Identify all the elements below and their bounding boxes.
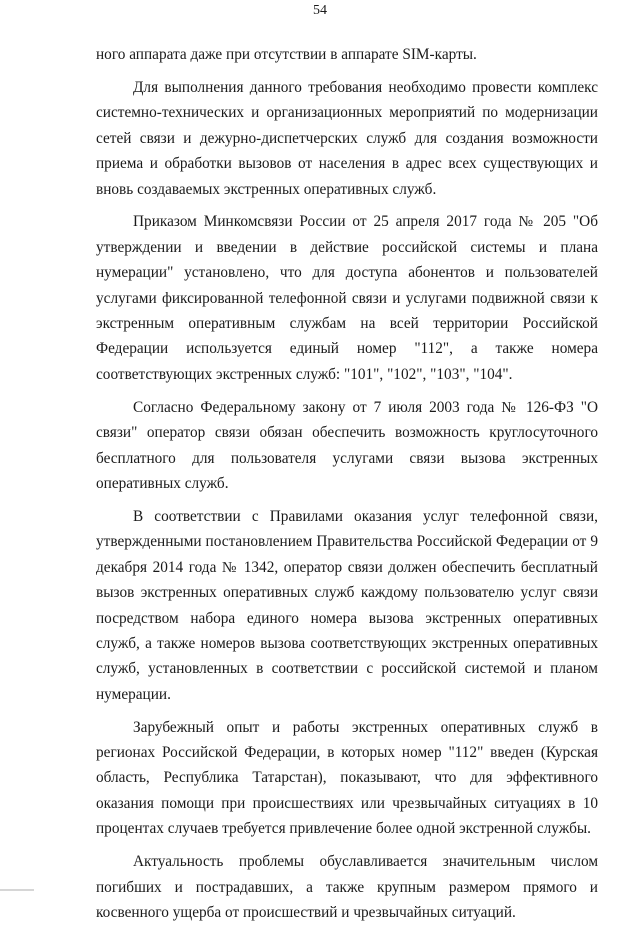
paragraph-continuation: ного аппарата даже при отсутствии в аппарате SIM-карты. [96, 46, 477, 63]
paragraph-requirement-measures: Для выполнения данного требования необходимо провести комплекс системно-технических и организационных мероприятий по модернизации сетей связи и дежурно-диспетчерских служб для создания возможности приема и обработки вызовов от населения в адрес всех существующих и вновь создаваемых экстренных оперативных служб. [96, 78, 598, 198]
paragraph-ministry-order: Приказом Минкомсвязи России от 25 апреля 2017 года № 205 "Об утверждении и введении в действие российской системы и плана нумерации" установлено, что для доступа абонентов и пользователей услугами фиксированной телефонной связи и услугами подвижной связи к экстренным оперативным службам на всей территории Российской Федерации используется единый номер "112", а также номера соответствующих экстренных служб: "101", "102", "103", "104". [96, 213, 598, 383]
paragraph-relevance: Актуальность проблемы обуславливается значительным числом погибших и пострадавших, а также крупным размером прямого и косвенного ущерба от происшествий и чрезвычайных ситуаций. [96, 853, 598, 921]
page-number: 54 [313, 3, 327, 18]
scan-edge-mark [0, 889, 34, 891]
paragraph-telephone-rules: В соответствии с Правилами оказания услуг телефонной связи, утвержденными постановлением Правительства Российской Федерации от 9 декабря 2014 года № 1342, оператор связи должен обеспечить бесплатный вызов экстренных оперативных служб каждому пользователю услуг связи посредством набора единого номера вызова экстренных оперативных служб, а также номеров вызова соответствующих экстренных оперативных служб, установленных в соответствии с российской системой и планом нумерации. [96, 507, 598, 703]
paragraph-federal-law: Согласно Федеральному закону от 7 июля 2003 года № 126-ФЗ "О связи" оператор связи обязан обеспечить возможность круглосуточного бесплатного для пользователя услугами связи вызова экстренных оперативных служб. [96, 398, 598, 492]
document-body [96, 42, 598, 933]
paragraph-foreign-experience: Зарубежный опыт и работы экстренных оперативных служб в регионах Российской Федерации, в которых номер "112" введен (Курская область, Республика Татарстан), показывают, что для эффективного оказания помощи при происшествиях или чрезвычайных ситуациях в 10 процентах случаев требуется привлечение более одной экстренной службы. [96, 718, 598, 838]
